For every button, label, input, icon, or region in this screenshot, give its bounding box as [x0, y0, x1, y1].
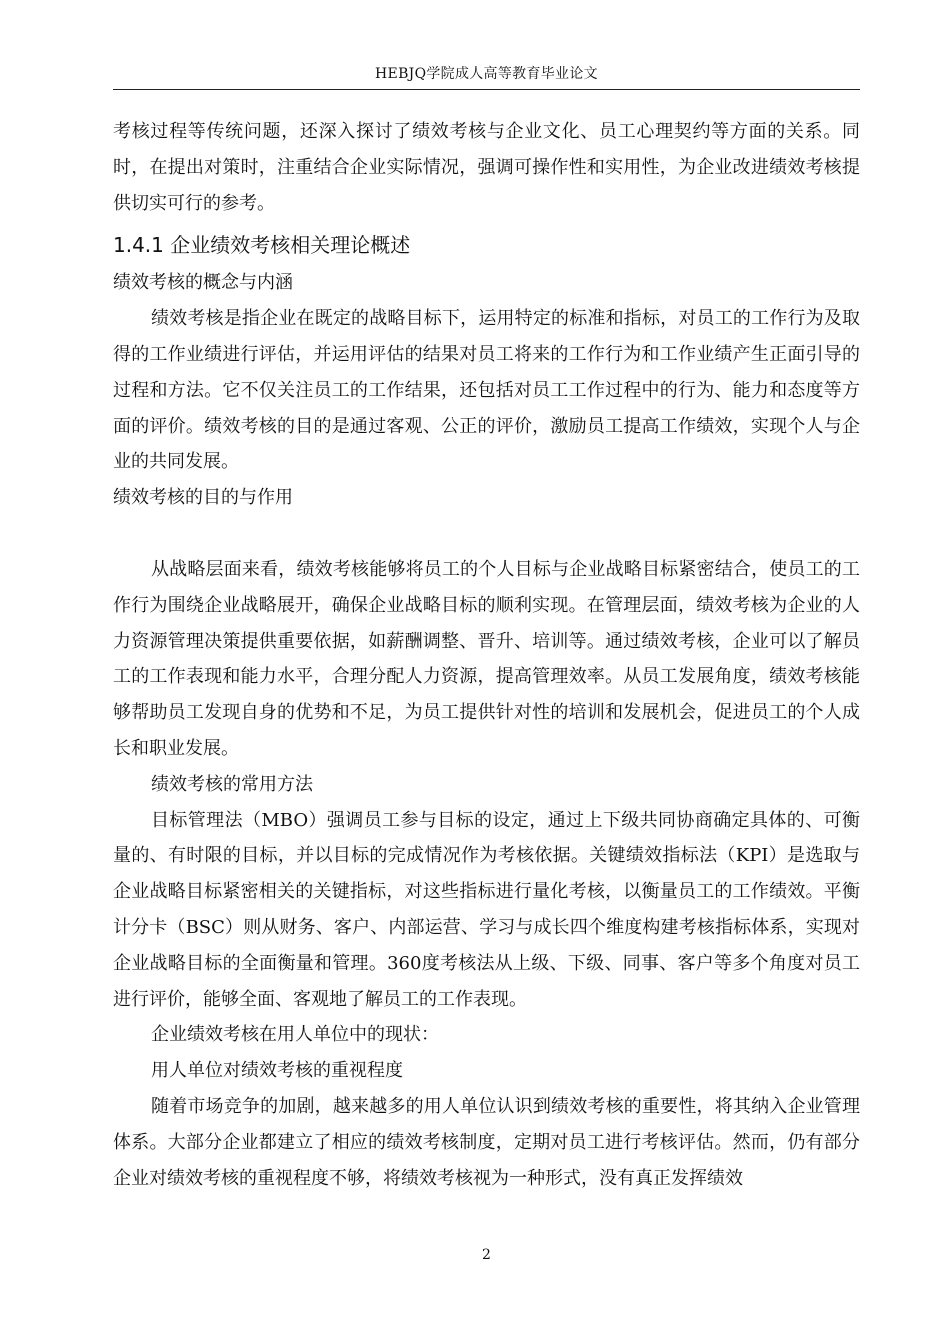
paragraph-purpose: 从战略层面来看，绩效考核能够将员工的个人目标与企业战略目标紧密结合，使员工的工作行为围绕企业战略展开，确保企业战略目标的顺利实现。在管理层面，绩效考核为企业的人力资源管理决策提供重要依据，如薪酬调整、晋升、培训等。通过绩效考核，企业可以了解员工的工作表现和能力水平，合理分配人力资源，提高管理效率。从员工发展角度，绩效考核能够帮助员工发现自身的优势和不足，为员工提供针对性的培训和发展机会，促进员工的个人成长和职业发展。 [113, 558, 860, 759]
subheading-methods: 绩效考核的常用方法 [151, 773, 313, 795]
page-number: 2 [482, 1247, 491, 1263]
blank-line [113, 516, 860, 552]
subheading-status: 企业绩效考核在用人单位中的现状： [151, 1024, 439, 1046]
paragraph-importance: 随着市场竞争的加剧，越来越多的用人单位认识到绩效考核的重要性，将其纳入企业管理体系。大部分企业都建立了相应的绩效考核制度，定期对员工进行考核评估。然而，仍有部分企业对绩效考核的重视程度不够，将绩效考核视为一种形式，没有真正发挥绩效 [113, 1095, 860, 1189]
subheading-purpose: 绩效考核的目的与作用 [113, 487, 293, 509]
intro-paragraph: 考核过程等传统问题，还深入探讨了绩效考核与企业文化、员工心理契约等方面的关系。同时，在提出对策时，注重结合企业实际情况，强调可操作性和实用性，为企业改进绩效考核提供切实可行的参考。 [113, 121, 860, 214]
paragraph-concept: 绩效考核是指企业在既定的战略目标下，运用特定的标准和指标，对员工的工作行为及取得的工作业绩进行评估，并运用评估的结果对员工将来的工作行为和工作业绩产生正面引导的过程和方法。它不仅关注员工的工作结果，还包括对员工工作过程中的行为、能力和态度等方面的评价。绩效考核的目的是通过客观、公正的评价，激励员工提高工作绩效，实现个人与企业的共同发展。 [113, 308, 860, 473]
header-divider [113, 89, 860, 90]
subheading-concept: 绩效考核的概念与内涵 [113, 272, 293, 294]
running-header: HEBJQ学院成人高等教育毕业论文 [375, 66, 598, 82]
section-heading: 1.4.1 企业绩效考核相关理论概述 [113, 233, 411, 258]
subheading-importance: 用人单位对绩效考核的重视程度 [151, 1060, 403, 1082]
paragraph-methods: 目标管理法（MBO）强调员工参与目标的设定，通过上下级共同协商确定具体的、可衡量的、有时限的目标，并以目标的完成情况作为考核依据。关键绩效指标法（KPI）是选取与企业战略目标紧密相关的关键指标，对这些指标进行量化考核，以衡量员工的工作绩效。平衡计分卡（BSC）则从财务、客户、内部运营、学习与成长四个维度构建考核指标体系，实现对企业战略目标的全面衡量和管理。360度考核法从上级、下级、同事、客户等多个角度对员工进行评价，能够全面、客观地了解员工的工作表现。 [113, 809, 860, 1010]
page-body [113, 114, 860, 1196]
